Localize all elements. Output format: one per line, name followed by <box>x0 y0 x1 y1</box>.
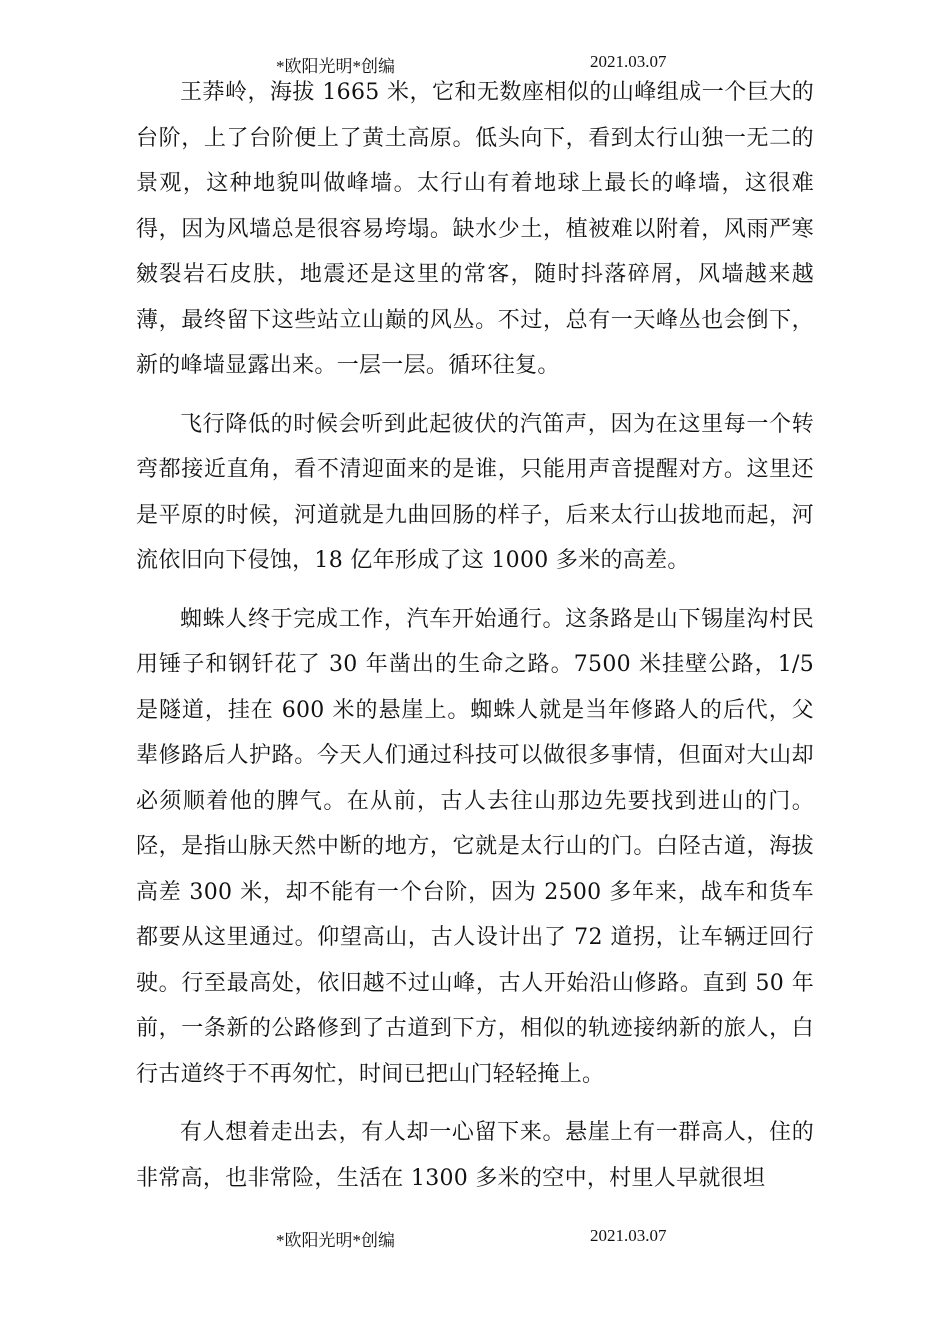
header-date: 2021.03.07 <box>590 52 667 71</box>
footer-author: *欧阳光明*创编 <box>276 1231 395 1250</box>
document-body <box>136 70 814 1214</box>
header-author: *欧阳光明*创编 <box>276 57 395 76</box>
paragraph-4: 有人想着走出去，有人却一心留下来。悬崖上有一群高人，住的非常高，也非常险，生活在 1300 多米的空中，村里人早就很坦 <box>136 1120 814 1191</box>
paragraph-3: 蜘蛛人终于完成工作，汽车开始通行。这条路是山下锡崖沟村民用锤子和钢钎花了 30 年凿出的生命之路。7500 米挂壁公路，1/5 是隧道，挂在 600 米的悬崖上。蜘蛛人就是当年修路人的后代，父辈修路后人护路。今天人们通过科技可以做很多事情，但面对大山却必须顺着他的脾气。在从前，古人去往山那边先要找到进山的门。陉，是指山脉天然中断的地方，它就是太行山的门。白陉古道，海拔高差 300 米，却不能有一个台阶，因为 2500 多年来，战车和货车都要从这里通过。仰望高山，古人设计出了 72 道拐，让车辆迂回行驶。行至最高处，依旧越不过山峰，古人开始沿山修路。直到 50 年前，一条新的公路修到了古道到下方，相似的轨迹接纳新的旅人，白行古道终于不再匆忙，时间已把山门轻轻掩上。 <box>136 606 814 1087</box>
paragraph-2: 飞行降低的时候会听到此起彼伏的汽笛声，因为在这里每一个转弯都接近直角，看不清迎面来的是谁，只能用声音提醒对方。这里还是平原的时候，河道就是九曲回肠的样子，后来太行山拔地而起，河流依旧向下侵蚀，18 亿年形成了这 1000 多米的高差。 <box>136 411 814 573</box>
paragraph-1: 王莽岭，海拔 1665 米，它和无数座相似的山峰组成一个巨大的台阶，上了台阶便上了黄土高原。低头向下，看到太行山独一无二的景观，这种地貌叫做峰墙。太行山有着地球上最长的峰墙，这很难得，因为风墙总是很容易垮塌。缺水少土，植被难以附着，风雨严寒皴裂岩石皮肤，地震还是这里的常客，随时抖落碎屑，风墙越来越薄，最终留下这些站立山巅的风丛。不过，总有一天峰丛也会倒下，新的峰墙显露出来。一层一层。循环往复。 <box>136 80 814 378</box>
footer-date: 2021.03.07 <box>590 1226 667 1245</box>
page-footer <box>0 1226 950 1250</box>
